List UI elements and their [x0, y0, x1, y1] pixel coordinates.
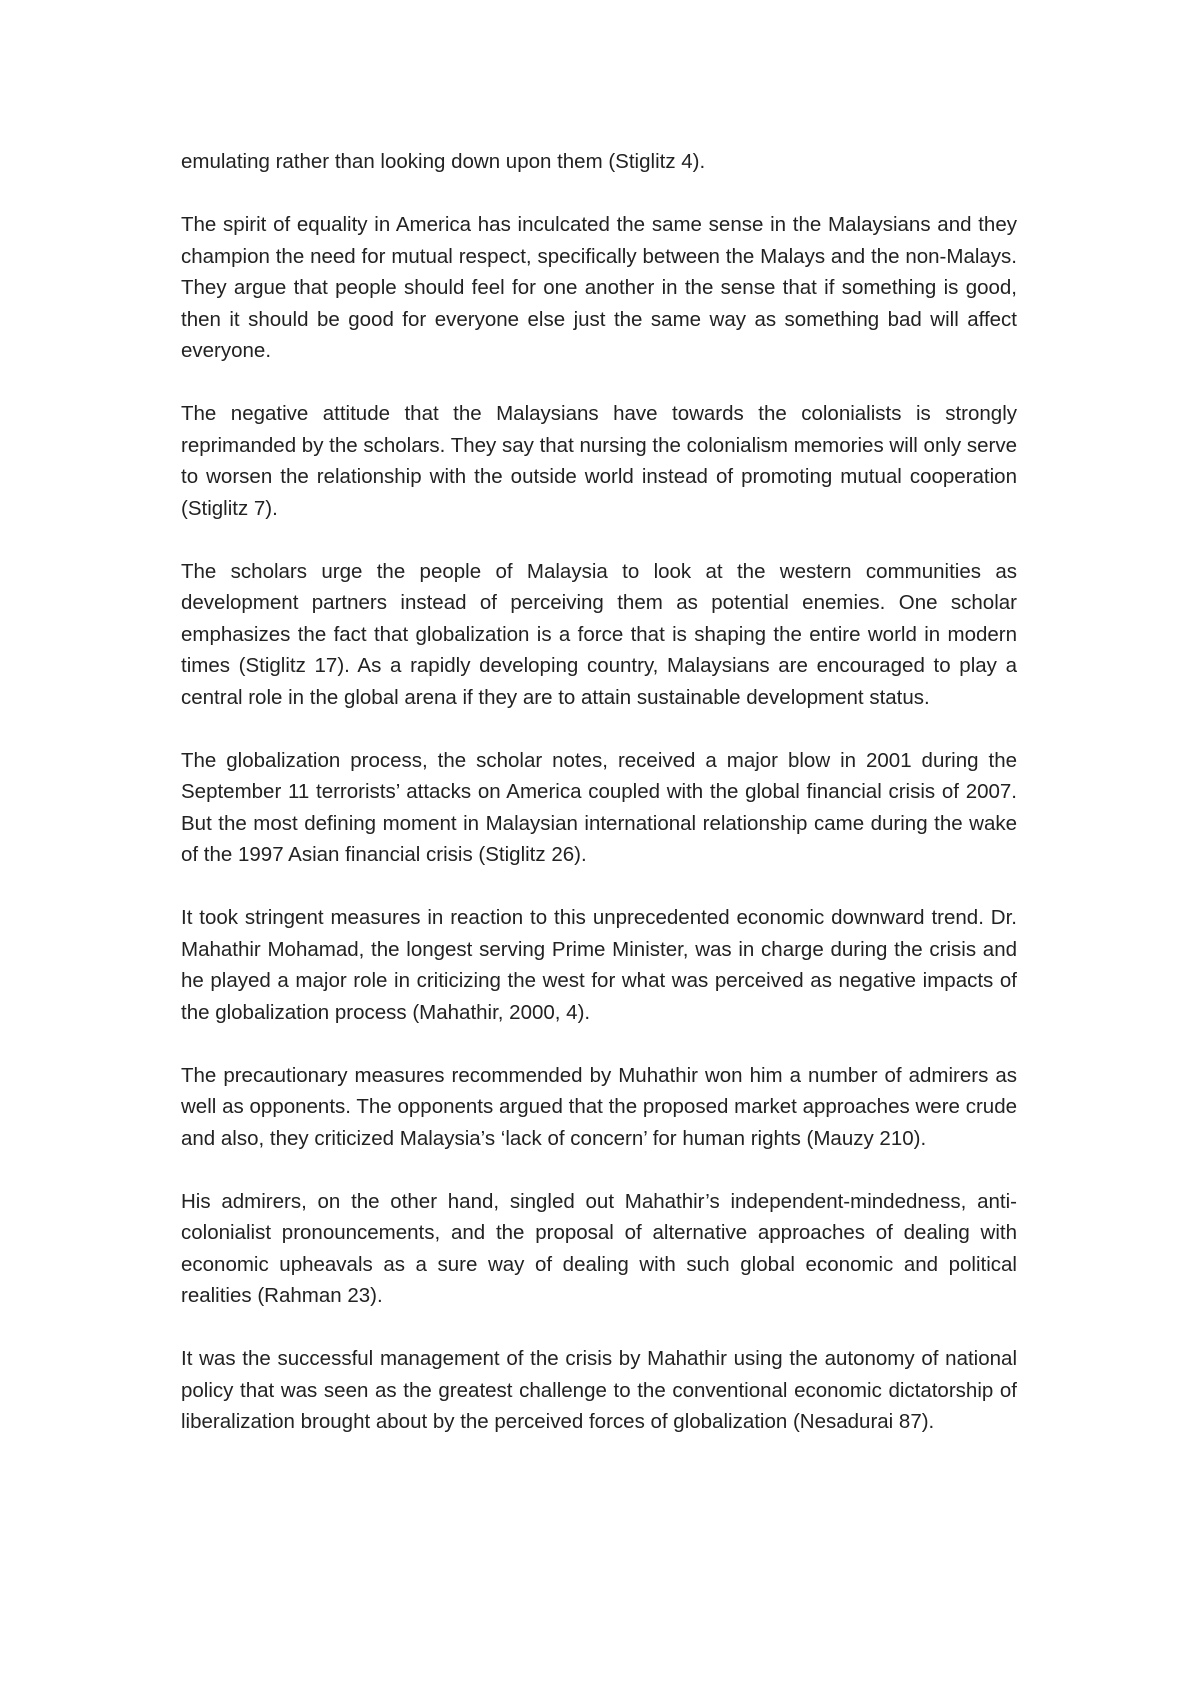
paragraph-6: It took stringent measures in reaction to this unprecedented economic downward trend. Dr. Mahathir Mohamad, the longest serving Prime Minister, was in charge during the crisis and he played a major role in criticizing the west for what was perceived as negative impacts of the globalization process (Mahathir, 2000, 4).: [181, 906, 1017, 1024]
paragraph-2: The spirit of equality in America has inculcated the same sense in the Malaysians and they champion the need for mutual respect, specifically between the Malays and the non-Malays. They argue that people should feel for one another in the sense that if something is good, then it should be good for everyone else just the same way as something bad will affect everyone.: [181, 213, 1017, 362]
paragraph-4: The scholars urge the people of Malaysia to look at the western communities as development partners instead of perceiving them as potential enemies. One scholar emphasizes the fact that globalization is a force that is shaping the entire world in modern times (Stiglitz 17). As a rapidly developing country, Malaysians are encouraged to play a central role in the global arena if they are to attain sustainable development status.: [181, 559, 1017, 709]
paragraph-3: The negative attitude that the Malaysians have towards the colonialists is strongly reprimanded by the scholars. They say that nursing the colonialism memories will only serve to worsen the relationship with the outside world instead of promoting mutual cooperation (Stiglitz 7).: [181, 402, 1017, 520]
paragraph-7: The precautionary measures recommended by Muhathir won him a number of admirers as well as opponents. The opponents argued that the proposed market approaches were crude and also, they criticized Malaysia’s ‘lack of concern’ for human rights (Mauzy 210).: [181, 1063, 1017, 1150]
paragraph-9: It was the successful management of the crisis by Mahathir using the autonomy of national policy that was seen as the greatest challenge to the conventional economic dictatorship of liberalization brought about by the perceived forces of globalization (Nesadurai 87).: [181, 1347, 1017, 1433]
paragraph-8: His admirers, on the other hand, singled out Mahathir’s independent-mindedness, anti-colonialist pronouncements, and the proposal of alternative approaches of dealing with economic upheavals as a sure way of dealing with such global economic and political realities (Rahman 23).: [181, 1189, 1017, 1307]
document-body: [181, 146, 1017, 1469]
paragraph-5: The globalization process, the scholar notes, received a major blow in 2001 during the September 11 terrorists’ attacks on America coupled with the global financial crisis of 2007. But the most defining moment in Malaysian international relationship came during the wake of the 1997 Asian financial crisis (Stiglitz 26).: [181, 748, 1017, 866]
paragraph-1: emulating rather than looking down upon them (Stiglitz 4).: [181, 150, 706, 173]
